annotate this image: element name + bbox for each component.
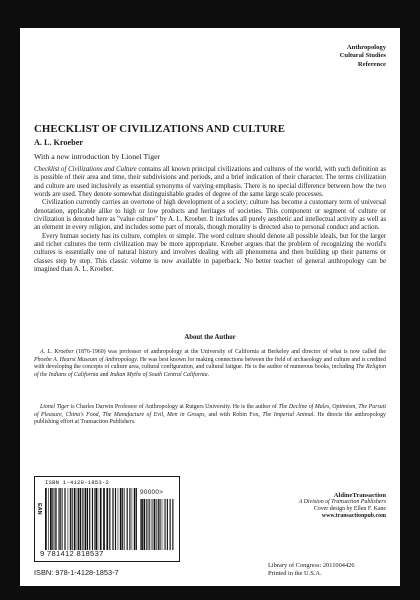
barcode-bar	[136, 488, 137, 550]
barcode-bar	[120, 488, 122, 550]
kroeber-book-2: Indian Myths of South Central California	[109, 371, 208, 378]
barcode-bar	[106, 488, 108, 550]
description-book-title: Checklist of Civilizations and Culture	[34, 166, 137, 173]
barcode-bar	[109, 488, 110, 550]
introduction-credit: With a new introduction by Lionel Tiger	[34, 152, 161, 161]
barcode-bar	[113, 488, 114, 550]
barcode-bar	[60, 488, 61, 550]
barcode-bars	[45, 488, 137, 550]
publisher-name: AldineTransaction	[333, 492, 386, 499]
barcode-bar	[62, 488, 63, 550]
barcode-bar	[59, 488, 60, 550]
barcode-bar	[134, 488, 136, 550]
barcode-bar	[146, 499, 147, 550]
description-paragraph-2: Civilization currently carries an overtone of high development of a society; culture has become a customary term of universal denotation, applicable alike to high or low products and heritages of societies. This component or segment of culture or civilization is denoted here as "value culture" by A. L. Kroeber. It includes all purely aesthetic and intellectual activity as well as an element in every religion, and includes some part of morals, though morality is directed also to personal conduct and action.	[34, 199, 386, 232]
barcode-bar	[77, 488, 78, 550]
barcode-bar	[56, 488, 57, 550]
barcode-bar	[103, 488, 105, 550]
book-description	[34, 166, 386, 274]
barcode-bar	[94, 488, 95, 550]
barcode-bar	[50, 488, 52, 550]
barcode-bar	[98, 488, 99, 550]
book-author: A. L. Kroeber	[34, 138, 83, 147]
publisher-url: www.transactionpub.com	[321, 513, 386, 520]
barcode-bar	[45, 488, 47, 550]
barcode-isbn-10: ISBN 1-4128-1853-2	[45, 479, 110, 486]
library-of-congress: Library of Congress: 2011004426	[268, 562, 355, 569]
cover-design-credit: Cover design by Ellen F. Kane	[313, 506, 386, 513]
tiger-fox-book: The Imperial Animal	[262, 411, 314, 418]
barcode-bar	[170, 499, 171, 550]
barcode-bar	[149, 499, 150, 550]
barcode-bar	[65, 488, 66, 550]
barcode-bar	[112, 488, 113, 550]
back-cover-panel	[20, 28, 400, 586]
ean-label: EAN	[36, 503, 42, 515]
kroeber-book-1: The Religion of the Indians of California	[34, 364, 386, 378]
barcode-bar	[82, 488, 83, 550]
publisher-block	[299, 492, 386, 520]
barcode-bar	[132, 488, 133, 550]
tiger-books: The Decline of Males, Optimism, The Pursuit of Pleasure, China's Food, The Manufacture of Evil, Men in Groups,	[34, 404, 386, 418]
barcode-bar	[167, 499, 168, 550]
tiger-name: Lionel Tiger	[40, 404, 70, 410]
description-paragraph-1	[34, 166, 386, 199]
barcode-bar	[70, 488, 71, 550]
barcode-bar	[68, 488, 69, 550]
barcode-bar	[55, 488, 56, 550]
barcode-bar	[127, 488, 128, 550]
barcode-bar	[129, 488, 130, 550]
barcode-bar	[115, 488, 116, 550]
barcode-bar	[140, 499, 141, 550]
barcode-bar	[164, 499, 165, 550]
barcode-bar	[172, 499, 173, 550]
barcode-bar	[85, 488, 87, 550]
barcode-bar	[87, 488, 88, 550]
kroeber-name: A. L. Kroeber	[40, 349, 74, 355]
barcode-bar	[122, 488, 123, 550]
barcode-bar	[144, 499, 146, 550]
barcode-bar	[124, 488, 125, 550]
barcode-bar	[156, 499, 157, 550]
barcode-bar	[95, 488, 97, 550]
printed-in: Printed in the U.S.A.	[268, 570, 322, 577]
barcode-bar	[92, 488, 93, 550]
barcode-bar	[52, 488, 53, 550]
subject-reference: Reference	[357, 60, 386, 68]
barcode-digits: 9 781412 818537	[40, 549, 104, 558]
barcode-bar	[165, 499, 166, 550]
kroeber-bio: A. L. Kroeber (1876-1960) was professor of anthropology at the University of California at Berkeley and director of what is now called the Phoebe A. Hearst Museum of Anthropology. He was best known for making connections between the field of archaeology and culture and is credited with developing the concepts of culture area, cultural configuration, and cultural fatigue. He is the author of numerous books, including The Religion of the Indians of California and Indian Myths of South Central California.	[34, 349, 386, 378]
barcode-bar	[100, 488, 102, 550]
description-paragraph-3: Every human society has its culture, complex or simple. The word culture should denote all possible ideals, but for the larger and richer cultures the term civilization may be more appropriate. Kroeber argues that the problem of recognizing the world's cultures is essentially one of natural history and involves dealing with all phenomena and then building up their patterns or classes step by step. This classic volume is now available in paperback. No better teacher of general anthropology can be imagined than A. L. Kroeber.	[34, 232, 386, 274]
isbn-13: ISBN: 978-1-4128-1853-7	[34, 568, 119, 577]
book-title: CHECKLIST OF CIVILIZATIONS AND CULTURE	[34, 123, 285, 135]
barcode-bar	[72, 488, 73, 550]
barcode-bar	[80, 488, 82, 550]
barcode-bar	[64, 488, 65, 550]
description-p1-text: contains all known principal civilizations and cultures of the world, with such definition as is possible of their area and time, their subdivisions and periods, and a brief indication of their character. The terms civilization and culture are used inclusively as essential synonyms of varying emphasis. There is no special difference between how the two words are used. They denote somewhat distinguishable grades of degree of the same large scale processes.	[34, 166, 386, 199]
subject-categories	[340, 44, 386, 69]
barcode-bar	[89, 488, 90, 550]
about-author-heading: About the Author	[184, 334, 236, 341]
barcode-box	[34, 476, 180, 562]
subject-cultural-studies: Cultural Studies	[339, 52, 386, 60]
barcode-bar	[154, 499, 156, 550]
barcode-bar	[162, 499, 163, 550]
barcode-bar	[118, 488, 119, 550]
barcode-bar	[48, 488, 49, 550]
barcode-addon-number: 90000>	[140, 489, 164, 496]
barcode-bar	[151, 499, 152, 550]
barcode-bar	[158, 499, 159, 550]
barcode-bar	[159, 499, 160, 550]
subject-anthropology: Anthropology	[346, 44, 386, 51]
barcode-bar	[74, 488, 76, 550]
barcode-bar	[78, 488, 79, 550]
barcode-bar	[141, 499, 143, 550]
barcode-bar	[153, 499, 154, 550]
barcode-addon-bars	[140, 499, 174, 550]
library-block	[268, 562, 355, 578]
tiger-bio: Lionel Tiger is Charles Darwin Professor of Anthropology at Rutgers University. He is the author of The Decline of Males, Optimism, The Pursuit of Pleasure, China's Food, The Manufacture of Evil, Men in Groups, and with Robin Fox, The Imperial Animal. He directs the anthropology publishing effort at Transaction Publishers.	[34, 404, 386, 426]
publisher-division: A Division of Transaction Publishers	[298, 499, 386, 506]
museum-name: Phoebe A. Hearst Museum of Anthropology	[34, 356, 137, 363]
